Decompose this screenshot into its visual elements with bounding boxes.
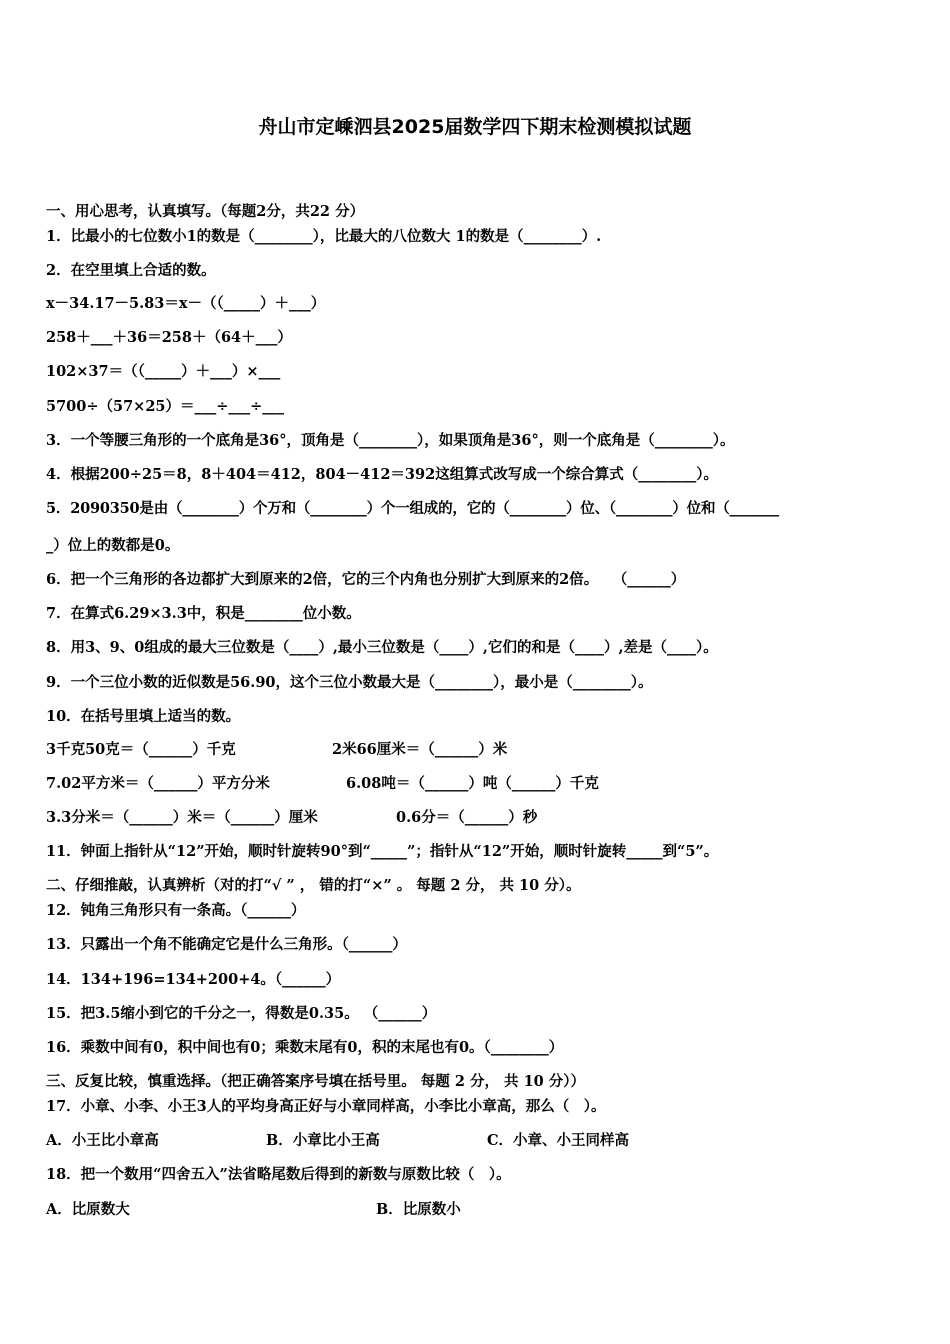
question-2: 2．在空里填上合适的数。 bbox=[46, 262, 216, 279]
option-a: A．比原数大 bbox=[46, 1201, 130, 1218]
option-b: B．小章比小王高 bbox=[266, 1132, 380, 1149]
question-18: 18．把一个数用“四舍五入”法省略尾数后得到的新数与原数比较（ ）。 bbox=[46, 1166, 511, 1183]
question-5: 5．2090350是由（________）个万和（________）个一组成的，它的（________）位、（________）位和（_______ bbox=[46, 500, 779, 517]
option-a: A．小王比小章高 bbox=[46, 1132, 159, 1149]
question-9: 9．一个三位小数的近似数是56.90，这个三位小数最大是（________），最小是（________）。 bbox=[46, 674, 653, 691]
question-2-line: 258＋___＋36＝258＋（64＋___） bbox=[46, 329, 292, 346]
question-7: 7．在算式6.29×3.3中，积是________位小数。 bbox=[46, 605, 361, 622]
question-5-cont: _）位上的数都是0。 bbox=[46, 537, 180, 554]
question-17: 17．小章、小李、小王3人的平均身高正好与小章同样高，小李比小章高，那么（ ）。 bbox=[46, 1098, 606, 1115]
question-4: 4．根据200÷25＝8，8＋404＝412，804－412＝392这组算式改写成一个综合算式（________）。 bbox=[46, 466, 718, 483]
section-heading-1: 一、用心思考，认真填写。（每题2分，共22 分） bbox=[46, 203, 365, 220]
option-c: C．小章、小王同样高 bbox=[487, 1132, 630, 1149]
question-16: 16．乘数中间有0，积中间也有0；乘数末尾有0，积的末尾也有0。（________） bbox=[46, 1039, 564, 1056]
question-13: 13．只露出一个角不能确定它是什么三角形。（______） bbox=[46, 936, 407, 953]
question-15: 15．把3.5缩小到它的千分之一，得数是0.35。 （______） bbox=[46, 1005, 437, 1022]
section-heading-3: 三、反复比较，慎重选择。（把正确答案序号填在括号里。 每题 2 分， 共 10 分）） bbox=[46, 1073, 586, 1090]
conversion-item: 0.6分＝（______）秒 bbox=[396, 809, 538, 826]
conversion-item: 3.3分米＝（______）米＝（______）厘米 bbox=[46, 809, 318, 826]
question-14: 14．134+196=134+200+4。（______） bbox=[46, 971, 341, 988]
section-heading-2: 二、仔细推敲，认真辨析（对的打“√ ” ， 错的打“×” 。 每题 2 分， 共 10 分）。 bbox=[46, 877, 581, 894]
question-6: 6．把一个三角形的各边都扩大到原来的2倍，它的三个内角也分别扩大到原来的2倍。 （______） bbox=[46, 571, 686, 588]
question-2-line: 5700÷（57×25）＝___÷___÷___ bbox=[46, 398, 285, 415]
conversion-item: 2米66厘米＝（______）米 bbox=[332, 741, 508, 758]
conversion-item: 6.08吨＝（______）吨（______）千克 bbox=[346, 775, 599, 792]
option-b: B．比原数小 bbox=[376, 1201, 461, 1218]
question-2-line: 102×37＝（（_____）＋___）×___ bbox=[46, 363, 281, 380]
question-11: 11．钟面上指针从“12”开始，顺时针旋转90°到“_____”；指针从“12”开始，顺时针旋转_____到“5”。 bbox=[46, 843, 719, 860]
page-title: 舟山市定嵊泗县2025届数学四下期末检测模拟试题 bbox=[258, 116, 692, 138]
question-10: 10．在括号里填上适当的数。 bbox=[46, 708, 241, 725]
question-8: 8．用3、9、0组成的最大三位数是（____）,最小三位数是（____）,它们的和是（____）,差是（____）。 bbox=[46, 639, 718, 656]
question-1: 1．比最小的七位数小1的数是（________），比最大的八位数大 1的数是（________）. bbox=[46, 228, 602, 245]
conversion-item: 3千克50克＝（______）千克 bbox=[46, 741, 236, 758]
conversion-item: 7.02平方米＝（______）平方分米 bbox=[46, 775, 270, 792]
question-3: 3．一个等腰三角形的一个底角是36°，顶角是（________），如果顶角是36°，则一个底角是（________）。 bbox=[46, 432, 735, 449]
question-2-line: x－34.17－5.83＝x－（（_____）＋___） bbox=[46, 295, 326, 312]
question-12: 12．钝角三角形只有一条高。（______） bbox=[46, 902, 306, 919]
